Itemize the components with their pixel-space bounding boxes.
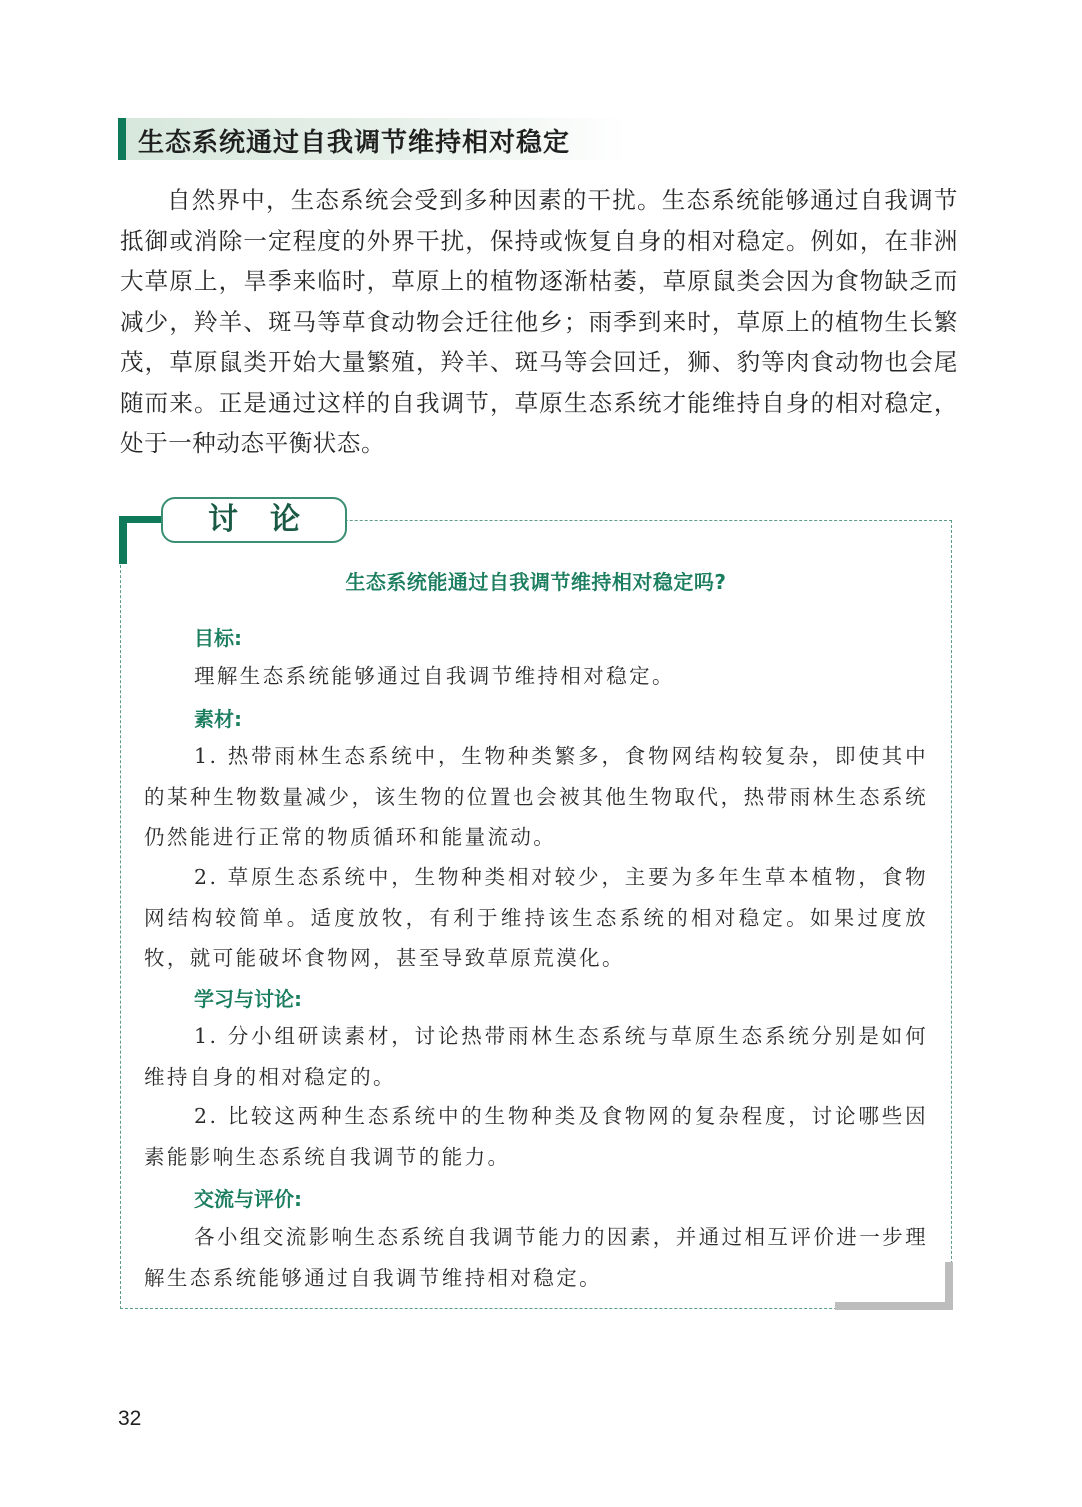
material-item-2: 2. 草原生态系统中，生物种类相对较少，主要为多年生草本植物，食物网结构较简单。适度放牧，有利于维持该生态系统的相对稳定。如果过度放牧，就可能破坏食物网，甚至导致草原荒漠化。 (144, 865, 928, 970)
section-paragraph: 自然界中，生态系统会受到多种因素的干扰。生态系统能够通过自我调节抵御或消除一定程度的外界干扰，保持或恢复自身的相对稳定。例如，在非洲大草原上，旱季来临时，草原上的植物逐渐枯萎，草原鼠类会因为食物缺乏而减少，羚羊、斑马等草食动物会迁往他乡；雨季到来时，草原上的植物生长繁茂，草原鼠类开始大量繁殖，羚羊、斑马等会回迁，狮、豹等肉食动物也会尾随而来。正是通过这样的自我调节，草原生态系统才能维持自身的相对稳定，处于一种动态平衡状态。 (120, 186, 958, 457)
material-item-1: 1. 热带雨林生态系统中，生物种类繁多，食物网结构较复杂，即使其中的某种生物数量减少，该生物的位置也会被其他生物取代，热带雨林生态系统仍然能进行正常的物质循环和能量流动。 (144, 744, 928, 849)
discussion-question: 生态系统能通过自我调节维持相对稳定吗? (345, 570, 727, 594)
exchange-evaluation-label: 交流与评价: (194, 1187, 302, 1211)
material-label: 素材: (194, 707, 242, 731)
discussion-corner-bracket-vertical (119, 516, 127, 564)
study-discussion-label: 学习与讨论: (194, 987, 302, 1011)
study-item-1: 1. 分小组研读素材，讨论热带雨林生态系统与草原生态系统分别是如何维持自身的相对稳定的。 (144, 1024, 928, 1089)
goal-label: 目标: (194, 626, 242, 650)
goal-text: 理解生态系统能够通过自我调节维持相对稳定。 (194, 664, 675, 688)
discussion-shadow-corner-horizontal (835, 1302, 953, 1310)
discussion-title-tab (161, 497, 347, 543)
study-item-2: 2. 比较这两种生态系统中的生物种类及食物网的复杂程度，讨论哪些因素能影响生态系统自我调节的能力。 (144, 1104, 928, 1169)
discussion-title-text: 讨论 (208, 502, 332, 537)
heading-accent-bar (118, 118, 126, 160)
discussion-corner-bracket-horizontal (119, 516, 163, 523)
exchange-evaluation-text: 各小组交流影响生态系统自我调节能力的因素，并通过相互评价进一步理解生态系统能够通过自我调节维持相对稳定。 (144, 1225, 928, 1290)
section-heading (118, 118, 628, 160)
page-number: 32 (118, 1407, 142, 1430)
section-heading-text: 生态系统通过自我调节维持相对稳定 (138, 128, 571, 158)
